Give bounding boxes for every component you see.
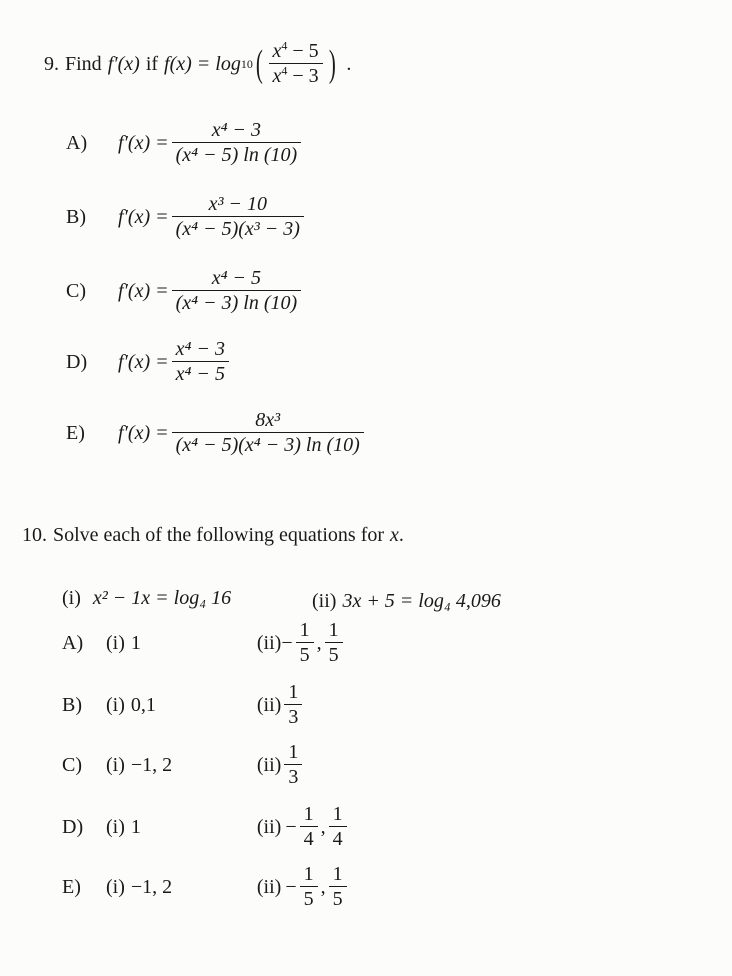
q10-option-b-label: B) (62, 693, 82, 716)
q9-option-c-lhs: f′(x) = (118, 279, 169, 302)
q10-eq1: x² − 1x = log₄ 16 (92, 586, 232, 609)
q10-option-b-fraction-1: $\frac{1}{3}$ (284, 682, 302, 728)
q9-option-b-label: B) (66, 205, 86, 228)
q10-eq2: 3x + 5 = log₄ 4,096 (342, 589, 501, 612)
q9-period: . (346, 52, 352, 75)
q10-option-e-label: E) (62, 875, 81, 898)
q10-option-e-fraction-2: $\frac{1}{5}$ (329, 864, 347, 910)
q10-option-d-ii-tag: (ii) (256, 815, 282, 838)
q10-option-e-i-value: −1, 2 (130, 875, 173, 898)
q10-option-a-ii-tag: (ii) (256, 631, 282, 654)
q10-eq2-tag: (ii) (312, 589, 337, 612)
q10-option-c (62, 740, 305, 790)
q10-period: . (398, 523, 404, 546)
q10-stem (22, 520, 404, 550)
q9-option-d-numerator: x⁴ − 3 (175, 338, 225, 360)
q9-option-d (66, 334, 232, 390)
q10-prompt: Solve each of the following equations for (53, 523, 385, 546)
q9-option-b-lhs: f′(x) = (118, 205, 169, 228)
q9-left-paren: ( (255, 43, 263, 85)
q10-option-a-label: A) (62, 631, 84, 654)
q9-option-b-fraction (172, 194, 304, 240)
q9-stem: 9. Find f′(x) if f(x) = log 10 ( $\frac{x^4 - 5}{x^4 - 3}$ ) . (44, 38, 352, 87)
q9-option-d-label: D) (66, 350, 88, 373)
q9-option-e-lhs: f′(x) = (118, 421, 169, 444)
q10-option-e (62, 862, 350, 912)
q10-option-d-label: D) (62, 815, 84, 838)
q9-option-e (66, 400, 367, 466)
q10-option-a-sign-1: − (281, 631, 293, 654)
q9-option-a-denominator: (x⁴ − 5) ln (10) (172, 142, 302, 166)
q10-option-b-ii-tag: (ii) (256, 693, 282, 716)
q9-option-e-fraction (172, 410, 364, 456)
q9-fx: f(x) = log (164, 52, 241, 75)
q9-option-b-denominator: (x⁴ − 5)(x³ − 3) (172, 216, 304, 240)
q10-option-e-separator: , (320, 875, 326, 898)
q10-option-d-i-value: 1 (130, 815, 141, 838)
q10-eq1-tag: (i) (62, 586, 81, 609)
q10-option-e-fraction-1: $\frac{1}{5}$ (300, 864, 318, 910)
q10-option-a-fraction-1: $\frac{1}{5}$ (296, 620, 314, 666)
q9-option-e-label: E) (66, 421, 85, 444)
q9-option-d-fraction (172, 339, 229, 385)
q10-option-a-i-value: 1 (130, 631, 141, 654)
q9-option-c-fraction (172, 268, 302, 314)
q10-option-e-sign-1: − (285, 875, 297, 898)
q9-right-paren: ) (328, 43, 336, 85)
q10-option-e-i-tag: (i) (106, 875, 125, 898)
q9-option-c-numerator: x⁴ − 5 (211, 267, 262, 289)
q10-option-d (62, 802, 350, 852)
q9-option-a (66, 112, 304, 174)
q10-option-c-i-tag: (i) (106, 753, 125, 776)
q10-option-d-fraction-1: $\frac{1}{4}$ (300, 804, 318, 850)
q10-option-a-i-tag: (i) (106, 631, 125, 654)
q10-option-d-i-tag: (i) (106, 815, 125, 838)
q9-option-d-denominator: x⁴ − 5 (172, 361, 229, 385)
q9-log-argument: $\frac{x^4 - 5}{x^4 - 3}$ (269, 41, 323, 87)
q10-option-c-fraction-1: $\frac{1}{3}$ (284, 742, 302, 788)
q9-option-e-numerator: 8x³ (255, 409, 281, 431)
q9-option-d-lhs: f′(x) = (118, 350, 169, 373)
q9-option-c (66, 260, 304, 322)
q9-option-b (66, 186, 307, 248)
q10-option-e-ii-tag: (ii) (256, 875, 282, 898)
q9-option-a-label: A) (66, 131, 88, 154)
q9-option-c-label: C) (66, 279, 86, 302)
q10-option-a-fraction-2: $\frac{1}{5}$ (325, 620, 343, 666)
q10-option-a-separator: , (316, 631, 322, 654)
q10-option-c-label: C) (62, 753, 82, 776)
q9-option-b-numerator: x³ − 10 (208, 193, 267, 215)
q10-option-a (62, 618, 346, 668)
q9-number: 9. (44, 52, 59, 75)
q10-option-b-i-tag: (i) (106, 693, 125, 716)
q9-option-a-lhs: f′(x) = (118, 131, 169, 154)
q10-option-c-ii-tag: (ii) (256, 753, 282, 776)
q10-option-d-sign-1: − (285, 815, 297, 838)
q10-var: x (390, 523, 399, 546)
q9-fprime: f′(x) (107, 52, 140, 75)
q10-option-b (62, 680, 305, 730)
q9-option-c-denominator: (x⁴ − 3) ln (10) (172, 290, 302, 314)
q9-prompt: Find (65, 52, 102, 75)
q9-option-a-fraction (172, 120, 302, 166)
q9-option-a-numerator: x⁴ − 3 (211, 119, 262, 141)
q10-option-b-i-value: 0,1 (130, 693, 156, 716)
q10-option-c-i-value: −1, 2 (130, 753, 173, 776)
q10-number: 10. (22, 523, 47, 546)
q10-option-d-separator: , (320, 815, 326, 838)
q9-option-e-denominator: (x⁴ − 5)(x⁴ − 3) ln (10) (172, 432, 364, 456)
q10-equation-ii (312, 586, 501, 616)
q9-if: if (145, 52, 159, 75)
q10-option-d-fraction-2: $\frac{1}{4}$ (329, 804, 347, 850)
q10-equation-i (62, 583, 231, 613)
